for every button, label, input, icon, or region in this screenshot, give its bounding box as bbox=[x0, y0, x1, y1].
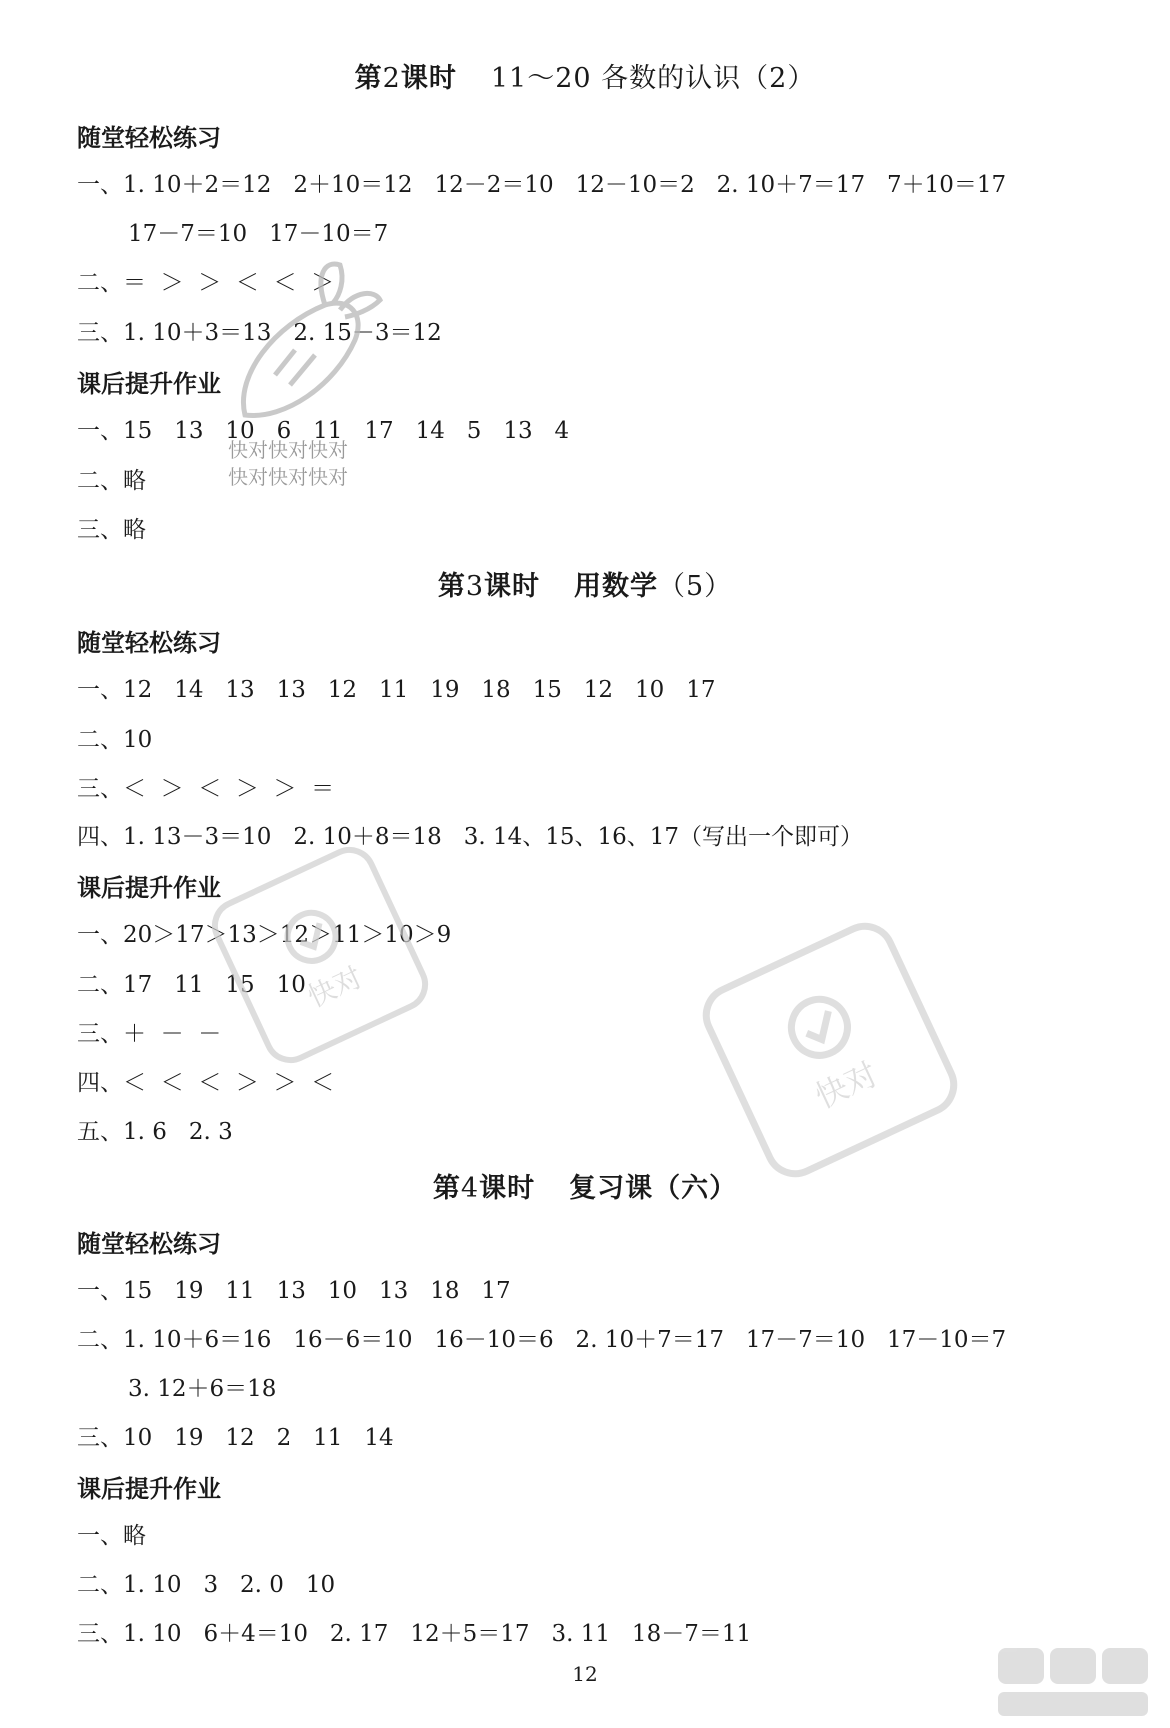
answer-line: 三、＜ ＞ ＜ ＞ ＞ ＝ bbox=[77, 776, 335, 802]
answer-line: 三、略 bbox=[77, 517, 146, 543]
answer-line: 二、1. 10＋6＝16 16－6＝10 16－10＝6 2. 10＋7＝17 17－7＝10 17－10＝7 bbox=[77, 1327, 1007, 1353]
carrot-watermark-icon bbox=[215, 245, 395, 435]
answer-line: 一、15 19 11 13 10 13 18 17 bbox=[77, 1278, 511, 1304]
answer-line: 一、略 bbox=[77, 1523, 146, 1549]
answer-line: 二、17 11 15 10 bbox=[77, 972, 306, 998]
answer-line: 一、15 13 10 6 11 17 14 5 13 4 bbox=[77, 418, 570, 444]
section-heading: 课后提升作业 bbox=[77, 1475, 221, 1503]
stamp-watermark-icon bbox=[205, 840, 435, 1070]
stamp-text: 快对 bbox=[302, 960, 368, 1014]
answer-line: 一、20＞17＞13＞12＞11＞10＞9 bbox=[77, 922, 452, 948]
answer-line: 一、12 14 13 13 12 11 19 18 15 12 10 17 bbox=[77, 677, 716, 703]
answer-line: 二、＝ ＞ ＞ ＜ ＜ ＞ bbox=[77, 270, 335, 296]
lesson-title: 第3课时 用数学（5） bbox=[437, 571, 733, 602]
answer-line: 二、10 bbox=[77, 727, 153, 753]
answer-line: 三、1. 10 6＋4＝10 2. 17 12＋5＝17 3. 11 18－7＝11 bbox=[77, 1621, 752, 1647]
answer-line: 三、10 19 12 2 11 14 bbox=[77, 1425, 394, 1451]
watermark-text: 快对快对快对 bbox=[228, 465, 348, 489]
site-logo-watermark-icon bbox=[990, 1640, 1165, 1725]
answer-line: 二、1. 10 3 2. 0 10 bbox=[77, 1572, 336, 1598]
answer-line: 三、1. 10＋3＝13 2. 15－3＝12 bbox=[77, 320, 442, 346]
section-heading: 课后提升作业 bbox=[77, 874, 221, 902]
answer-line: 二、略 bbox=[77, 468, 146, 494]
lesson-title: 第2课时 11～20 各数的认识（2） bbox=[354, 63, 816, 94]
lesson-title: 第4课时 复习课（六） bbox=[432, 1173, 738, 1204]
section-heading: 随堂轻松练习 bbox=[77, 124, 221, 152]
answer-line: 四、＜ ＜ ＜ ＞ ＞ ＜ bbox=[77, 1070, 335, 1096]
section-heading: 课后提升作业 bbox=[77, 370, 221, 398]
answer-line: 四、1. 13－3＝10 2. 10＋8＝18 3. 14、15、16、17（写出一个即可） bbox=[77, 824, 864, 850]
stamp-text: 快对 bbox=[809, 1054, 884, 1117]
stamp-watermark-icon bbox=[700, 920, 960, 1180]
page-number: 12 bbox=[572, 1662, 598, 1686]
answer-line: 17－7＝10 17－10＝7 bbox=[128, 221, 389, 247]
answer-line: 3. 12＋6＝18 bbox=[128, 1376, 277, 1402]
section-heading: 随堂轻松练习 bbox=[77, 1230, 221, 1258]
watermark-text: 快对快对快对 bbox=[228, 438, 348, 462]
section-heading: 随堂轻松练习 bbox=[77, 629, 221, 657]
answer-line: 五、1. 6 2. 3 bbox=[77, 1119, 233, 1145]
answer-line: 三、＋ － － bbox=[77, 1021, 222, 1047]
answer-line: 一、1. 10＋2＝12 2＋10＝12 12－2＝10 12－10＝2 2. 10＋7＝17 7＋10＝17 bbox=[77, 172, 1007, 198]
